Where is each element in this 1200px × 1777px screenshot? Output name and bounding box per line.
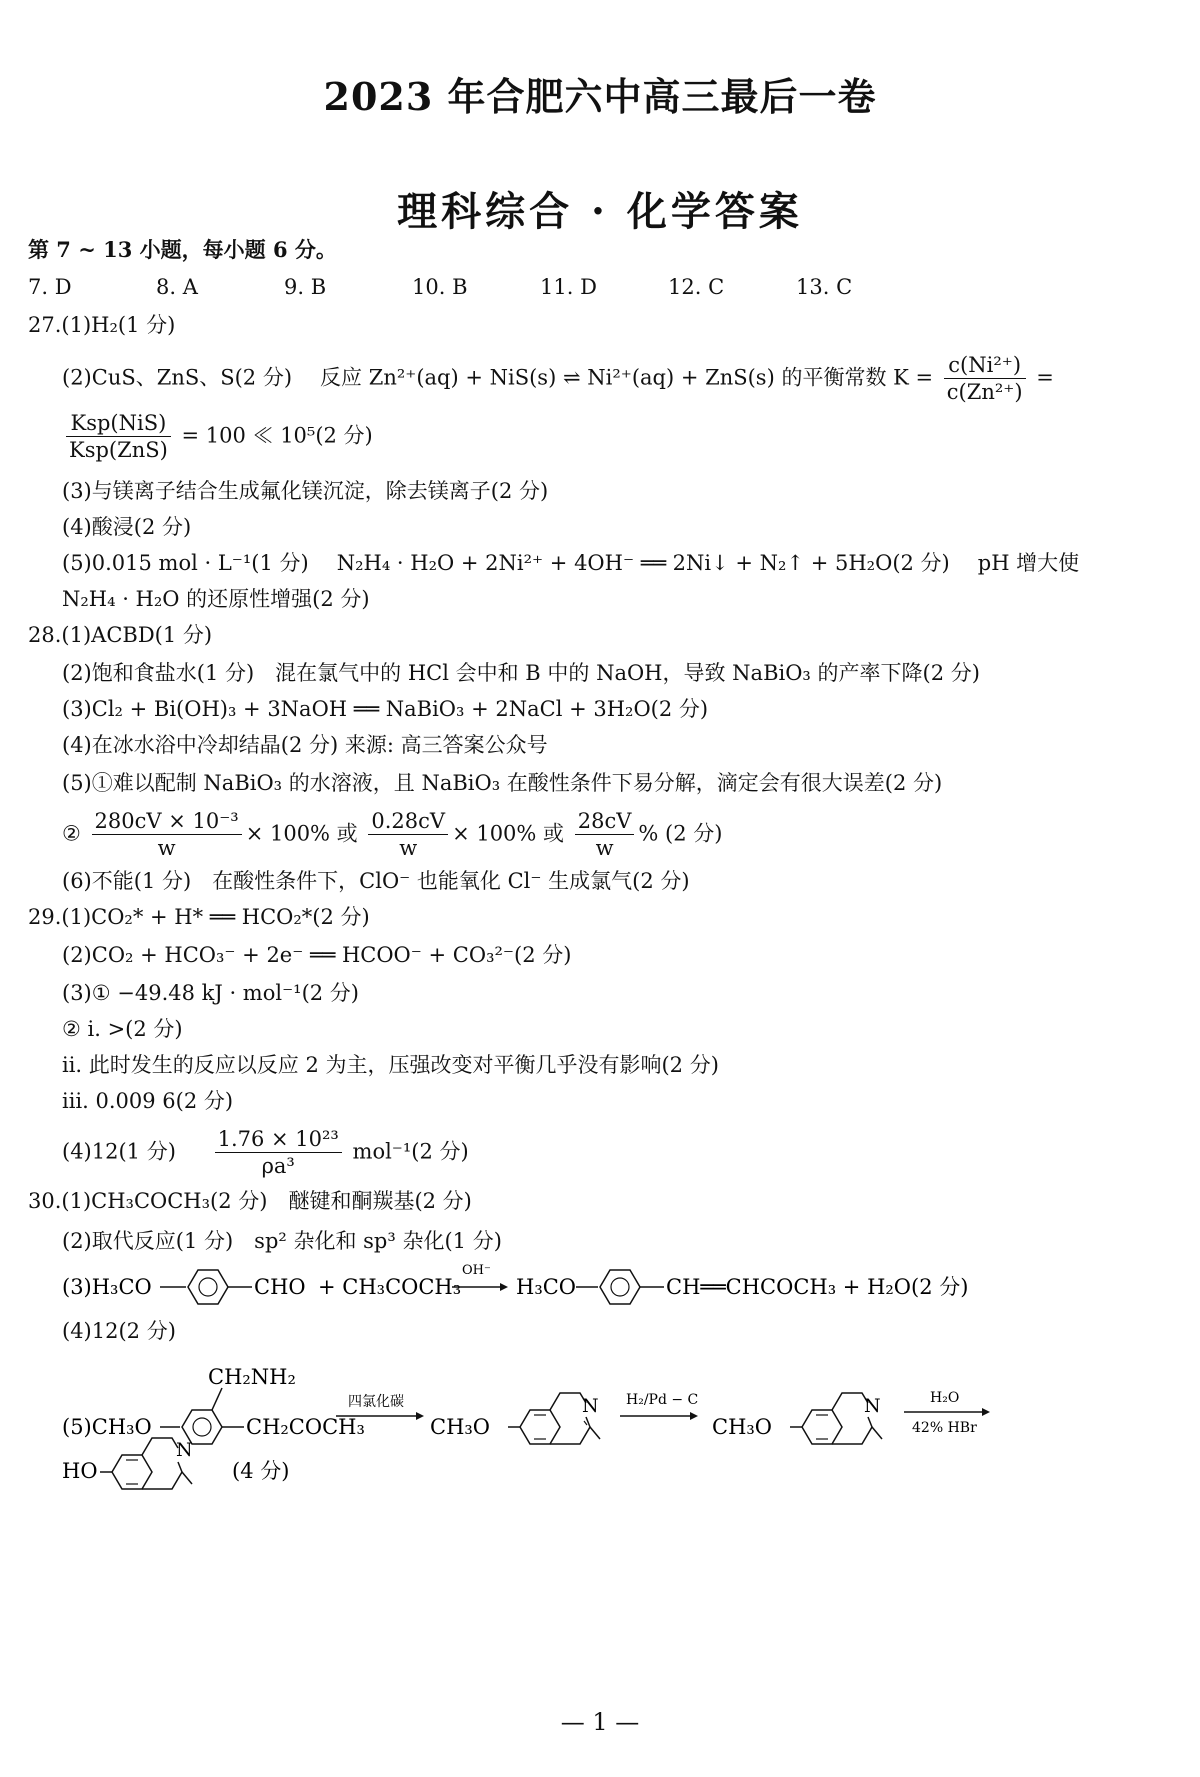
q30-part5-synthesis [0, 1350, 1200, 1510]
question-number: 28. [28, 623, 62, 647]
reagent-water: H₂O [930, 1390, 960, 1406]
q27-part4: (4)酸浸(2 分) [62, 515, 192, 539]
q29-part3-ii: ② ⅰ. >(2 分) [62, 1017, 183, 1041]
answer-text: (1)CH₃COCH₃(2 分) 醚键和酮羰基(2 分) [61, 1189, 472, 1213]
q29-part2: (2)CO₂ + HCO₃⁻ + 2e⁻ ══ HCOO⁻ + CO₃²⁻(2 分) [62, 943, 572, 967]
q30-part3-reaction [0, 1260, 1200, 1316]
k-fraction [944, 352, 1026, 406]
answer-text: (1)ACBD(1 分) [61, 623, 213, 647]
q30-part4: (4)12(2 分) [62, 1319, 176, 1343]
nitrogen-atom: N [864, 1395, 881, 1417]
answer-text: × 100% 或 [245, 821, 358, 846]
q29-part3: (3)① −49.48 kJ · mol⁻¹(2 分) [62, 981, 360, 1005]
q27-part5 [62, 550, 1079, 577]
reactant-methoxy: (3)H₃CO [62, 1275, 152, 1299]
q29-part1 [28, 904, 370, 931]
avogadro-fraction [215, 1126, 342, 1180]
q29-part4 [62, 1126, 469, 1180]
hydrogenation-label: H₂/Pd − C [626, 1392, 699, 1408]
nitrogen-atom: N [582, 1395, 599, 1417]
mc-answer: 13. C [796, 275, 853, 299]
q27-part2-cont [62, 410, 373, 464]
mc-answer: 10. B [412, 275, 468, 299]
equals-sign: = [1036, 365, 1054, 390]
yield-fraction-1 [92, 808, 242, 862]
intermediate2-methoxy: CH₃O [712, 1415, 773, 1439]
frac-num: 28cV [575, 808, 635, 835]
q29-part3-iii: ⅱ. 此时发生的反应以反应 2 为主，压强改变对平衡几乎没有影响(2 分) [62, 1053, 719, 1077]
start-methoxy: (5)CH₃O [62, 1415, 152, 1439]
frac-den: ρa³ [261, 1154, 295, 1179]
catalyst-label: OH⁻ [462, 1263, 491, 1278]
q27-part1 [28, 312, 175, 339]
answer-text: (1)CO₂* + H* ══ HCO₂*(2 分) [61, 905, 370, 929]
mc-answer: 7. D [28, 275, 72, 299]
aminomethyl-group: CH₂NH₂ [208, 1365, 296, 1389]
mc-answer: 9. B [284, 275, 327, 299]
q27-part2 [62, 352, 1054, 406]
frac-den: c(Zn²⁺) [946, 380, 1023, 405]
frac-den: w [157, 836, 176, 861]
answer-text: 反应 Zn²⁺(aq) + NiS(s) ⇌ Ni²⁺(aq) + ZnS(s) 的平衡常数 K = [320, 365, 934, 390]
yield-fraction-2 [368, 808, 448, 862]
reagent-hbr: 42% HBr [912, 1420, 977, 1436]
exam-subtitle: 理科综合 · 化学答案 [397, 188, 803, 235]
intermediate1-methoxy: CH₃O [430, 1415, 491, 1439]
q30-part2: (2)取代反应(1 分) sp² 杂化和 sp³ 杂化(1 分) [62, 1229, 502, 1253]
q28-part6: (6)不能(1 分) 在酸性条件下，ClO⁻ 也能氧化 Cl⁻ 生成氯气(2 分) [62, 869, 690, 893]
q28-part1 [28, 622, 212, 649]
product-tail: CH══CHCOCH₃ + H₂O(2 分) [666, 1275, 969, 1299]
q29-part3-iv: ⅲ. 0.009 6(2 分) [62, 1089, 234, 1113]
reaction-arrow-icon [620, 1412, 698, 1420]
question-number: 29. [28, 905, 62, 929]
benzene-ring-icon [188, 1270, 228, 1304]
q28-part5-formula [62, 808, 722, 862]
aldehyde-group: CHO [254, 1275, 306, 1299]
score-label: (4 分) [232, 1459, 290, 1483]
benzene-ring-icon [600, 1270, 640, 1304]
yield-fraction-3 [575, 808, 635, 862]
q28-part3: (3)Cl₂ + Bi(OH)₃ + 3NaOH ══ NaBiO₃ + 2NaCl + 3H₂O(2 分) [62, 697, 709, 721]
q27-part5-cont: N₂H₄ · H₂O 的还原性增强(2 分) [62, 587, 370, 611]
answer-text: × 100% 或 [452, 821, 565, 846]
mc-intro: 第 7 ~ 13 小题，每小题 6 分。 [28, 237, 337, 262]
ksp-fraction [66, 410, 171, 464]
solvent-label: 四氯化碳 [348, 1394, 404, 1410]
answer-text: mol⁻¹(2 分) [352, 1139, 469, 1164]
answer-text: = 100 ≪ 10⁵(2 分) [181, 423, 373, 448]
reaction-arrow-icon [904, 1408, 990, 1416]
frac-num: 280cV × 10⁻³ [92, 808, 242, 835]
answer-text: (2)CuS、ZnS、S(2 分) [62, 365, 293, 390]
frac-den: Ksp(ZnS) [69, 438, 168, 463]
exam-title: 2023 年合肥六中高三最后一卷 [323, 74, 877, 119]
mc-answers [28, 274, 924, 301]
q28-part4: (4)在冰水浴中冷却结晶(2 分) 来源: 高三答案公众号 [62, 733, 548, 757]
product-hydroxy: HO [62, 1459, 98, 1483]
product-methoxy: H₃CO [516, 1275, 577, 1299]
question-number: 30. [28, 1189, 62, 1213]
q30-part1 [28, 1188, 472, 1215]
frac-den: w [399, 836, 418, 861]
answer-text: ② [62, 821, 81, 846]
nitrogen-atom: N [176, 1439, 193, 1461]
mc-answer: 11. D [540, 275, 597, 299]
answer-text: N₂H₄ · H₂O + 2Ni²⁺ + 4OH⁻ ══ 2Ni↓ + N₂↑ + 5H₂O(2 分) [336, 551, 950, 575]
frac-num: 0.28cV [368, 808, 448, 835]
frac-den: w [595, 836, 614, 861]
answer-text: pH 增大使 [977, 551, 1080, 575]
answer-text: (5)0.015 mol · L⁻¹(1 分) [62, 551, 309, 575]
mc-answer: 12. C [668, 275, 725, 299]
answer-text: (1)H₂(1 分) [61, 313, 176, 337]
acetone: + CH₃COCH₃ [318, 1275, 462, 1299]
acetonyl-group: CH₂COCH₃ [246, 1415, 365, 1439]
frac-num: c(Ni²⁺) [944, 352, 1026, 379]
frac-num: 1.76 × 10²³ [215, 1126, 342, 1153]
q28-part5: (5)①难以配制 NaBiO₃ 的水溶液，且 NaBiO₃ 在酸性条件下易分解，滴定会有很大误差(2 分) [62, 771, 943, 795]
frac-num: Ksp(NiS) [66, 410, 171, 437]
answer-text: % (2 分) [638, 821, 723, 846]
page-number: — 1 — [560, 1708, 640, 1736]
answer-text: (4)12(1 分) [62, 1139, 176, 1164]
question-number: 27. [28, 313, 62, 337]
mc-answer: 8. A [156, 275, 198, 299]
q27-part3: (3)与镁离子结合生成氟化镁沉淀，除去镁离子(2 分) [62, 479, 549, 503]
q28-part2: (2)饱和食盐水(1 分) 混在氯气中的 HCl 会中和 B 中的 NaOH，导致 NaBiO₃ 的产率下降(2 分) [62, 661, 980, 685]
